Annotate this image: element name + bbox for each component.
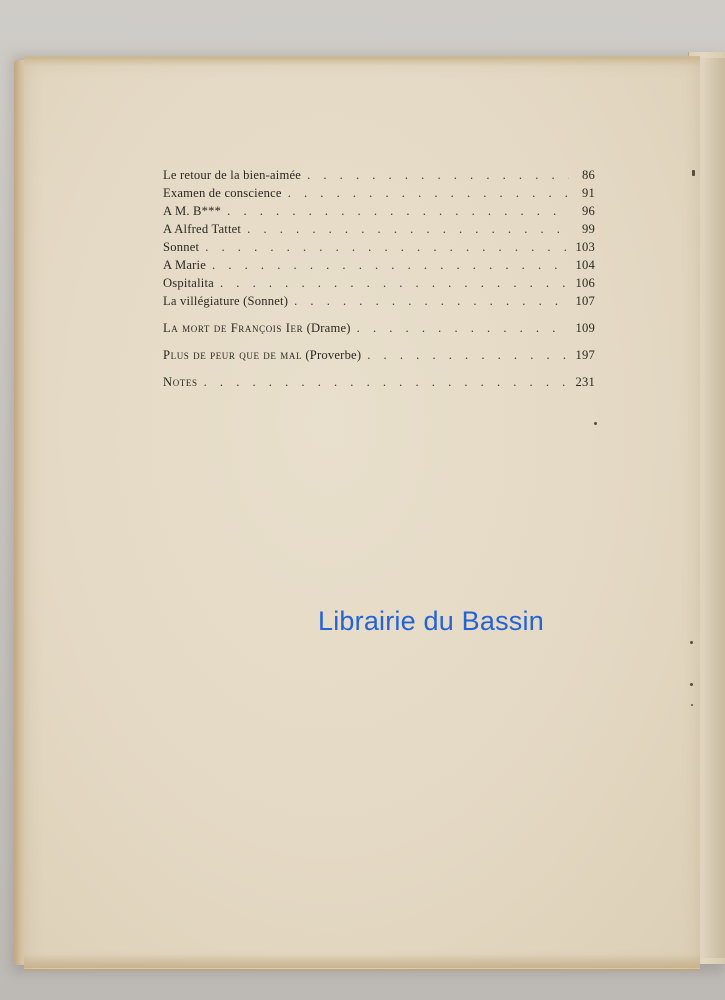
toc-entry-title: A Marie — [163, 258, 207, 272]
paper-speck — [690, 641, 693, 644]
toc-section-name: La mort de François Ier — [163, 321, 304, 335]
toc-entry — [163, 274, 595, 292]
toc-entry — [163, 202, 595, 220]
toc-entry-title: Ospitalita — [163, 276, 214, 290]
toc-entry-title: Le retour de la bien-aimée — [163, 168, 302, 182]
toc-entry — [163, 256, 595, 274]
toc-leader-dots — [247, 220, 569, 238]
toc-entry-title: A M. B*** — [163, 204, 222, 218]
toc-entry — [163, 292, 595, 310]
toc-leader-dots — [205, 238, 569, 256]
toc-entry-page: 86 — [582, 168, 595, 182]
toc-section-suffix: (Drame) — [303, 321, 351, 335]
toc-leader-dots — [294, 292, 569, 310]
toc-section-page: 231 — [575, 375, 595, 389]
bookseller-watermark: Librairie du Bassin — [318, 606, 544, 636]
toc-leader-dots — [227, 202, 569, 220]
toc-leader-dots — [367, 346, 569, 364]
toc-entry-title: Examen de conscience — [163, 186, 282, 200]
toc-entry-title: La villégiature (Sonnet) — [163, 294, 289, 308]
toc-leader-dots — [357, 319, 569, 337]
table-of-contents — [163, 166, 595, 391]
toc-section — [163, 319, 595, 337]
toc-section-name: Notes — [163, 375, 198, 389]
toc-entry — [163, 220, 595, 238]
toc-leader-dots — [288, 184, 569, 202]
toc-leader-dots — [204, 373, 569, 391]
toc-section-title — [163, 319, 351, 337]
toc-section-title — [163, 346, 361, 364]
toc-section-page: 109 — [575, 321, 595, 335]
toc-entry-page: 96 — [582, 204, 595, 218]
paper-speck — [690, 683, 693, 686]
toc-section — [163, 373, 595, 391]
toc-entry-page: 104 — [575, 258, 595, 272]
toc-leader-dots — [212, 256, 569, 274]
toc-leader-dots — [220, 274, 569, 292]
page-top-fold — [24, 56, 700, 66]
paper-speck — [594, 422, 597, 425]
toc-entry — [163, 238, 595, 256]
toc-entry — [163, 184, 595, 202]
toc-entry-page: 107 — [575, 294, 595, 308]
facing-page-shade — [698, 58, 725, 958]
toc-section-suffix: (Proverbe) — [302, 348, 362, 362]
page-bottom-fold — [24, 954, 700, 968]
paper-speck — [691, 704, 693, 706]
toc-section-title — [163, 373, 198, 391]
toc-entry-page: 106 — [575, 276, 595, 290]
toc-entry-title: Sonnet — [163, 240, 200, 254]
toc-section-page: 197 — [575, 348, 595, 362]
toc-leader-dots — [307, 166, 569, 184]
paper-speck — [692, 170, 695, 176]
toc-entry — [163, 166, 595, 184]
toc-section — [163, 346, 595, 364]
toc-entry-page: 103 — [575, 240, 595, 254]
toc-section-name: Plus de peur que de mal — [163, 348, 303, 362]
toc-entry-title: A Alfred Tattet — [163, 222, 242, 236]
toc-entry-page: 91 — [582, 186, 595, 200]
toc-entry-page: 99 — [582, 222, 595, 236]
